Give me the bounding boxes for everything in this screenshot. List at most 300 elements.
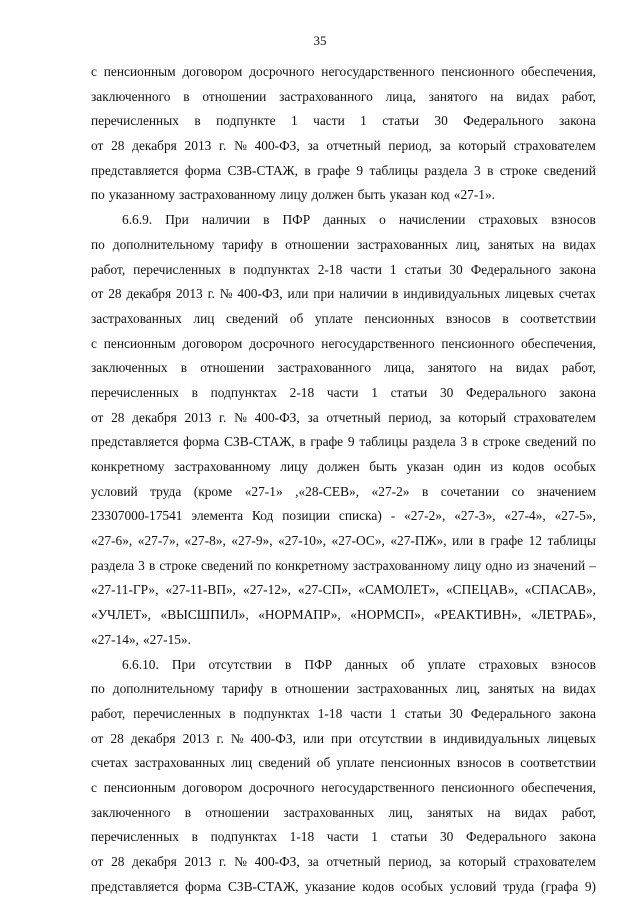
word: отношении [205, 804, 270, 820]
word: код [430, 187, 450, 203]
word: в [180, 360, 188, 376]
word: начислении [398, 212, 466, 228]
word: от [91, 409, 104, 425]
word: страхователем [513, 138, 596, 154]
word: быть [369, 459, 397, 474]
word: «ЛЕТРАБ», [530, 607, 596, 623]
word: особых [553, 459, 596, 474]
word: застрахованных [283, 804, 375, 820]
word: застрахованному [352, 557, 450, 573]
word: закона [559, 113, 596, 129]
word: лиц, [388, 804, 413, 820]
word: 2013 [182, 730, 210, 746]
word: в [502, 310, 509, 326]
word: быть [357, 187, 386, 203]
word: за [439, 138, 451, 154]
word: пенсионным [103, 335, 176, 351]
word: который [458, 854, 506, 869]
word: перечисленных [91, 829, 179, 845]
word: отчетный [326, 138, 381, 154]
word: застрахованному [179, 187, 276, 203]
word: кодов [362, 878, 395, 894]
text-line [91, 381, 596, 406]
word: СЗВ-СТАЖ, [224, 434, 295, 450]
word: видах [516, 88, 550, 104]
word: работ, [561, 88, 596, 104]
word: один [453, 459, 481, 474]
word: за [307, 409, 319, 425]
word: 2-18 [289, 384, 315, 400]
word: или [287, 286, 309, 302]
word: Федерального [470, 261, 552, 277]
text-line [91, 653, 596, 678]
word: 3 [460, 434, 468, 450]
word: «РЕАКТИВН», [433, 607, 522, 623]
word: 1 [371, 829, 378, 845]
word: занятого [428, 88, 478, 104]
word: г. [219, 854, 227, 869]
word: отсутствии [208, 656, 272, 672]
text-line [91, 159, 596, 184]
word: на [541, 681, 556, 697]
word: сочетании [440, 483, 500, 499]
word: части [350, 261, 382, 277]
word: одно [485, 557, 513, 573]
word: 400-ФЗ, [254, 409, 300, 425]
word: занятых [427, 804, 474, 820]
word: по [91, 187, 105, 203]
word: в [194, 113, 201, 129]
word: СЗВ-СТАЖ, [227, 162, 298, 178]
word: работ, [91, 261, 126, 277]
word: «27-СП», [298, 582, 352, 598]
word: по [91, 681, 105, 697]
text-line [91, 480, 596, 505]
word: графе [490, 533, 524, 549]
word: в [285, 656, 292, 672]
word: части [313, 113, 345, 129]
word: конкретному [91, 459, 165, 474]
word: статьи [390, 384, 428, 400]
word: отчетный [326, 854, 381, 869]
word: «27-15». [142, 631, 191, 647]
word: наличии [339, 286, 388, 302]
word: ПФР [304, 656, 333, 672]
word: в [299, 434, 306, 450]
word: на [487, 804, 501, 820]
word: форма [184, 162, 222, 178]
word: отсутствии [359, 730, 423, 746]
word: «27-8», [184, 533, 226, 549]
word: с [91, 779, 97, 795]
word: дополнительному [112, 681, 215, 697]
word: перечисленных [133, 705, 222, 721]
word: лиц [231, 755, 253, 771]
word: отношении [285, 681, 350, 697]
word: «27-5», [554, 508, 596, 524]
word: условий [91, 483, 138, 499]
word: заключенных [91, 360, 168, 376]
text-line [91, 702, 596, 727]
word: застрахованных [134, 755, 226, 771]
word: 6.6.9. [122, 212, 153, 228]
word: строке [499, 162, 538, 178]
word: (графа [540, 878, 579, 894]
word: который [458, 138, 506, 154]
word: в [471, 434, 479, 450]
word: 2013 [184, 409, 212, 425]
word: «27-7», [137, 533, 180, 549]
text-line [91, 406, 596, 431]
word: от [91, 730, 104, 746]
word: 9 [356, 162, 364, 178]
word: пенсионным [103, 64, 176, 79]
word: № [234, 138, 247, 154]
word: отчетный [326, 409, 381, 425]
word: за [439, 409, 451, 425]
word: СЗВ-СТАЖ, [227, 878, 299, 894]
word: период, [388, 138, 432, 154]
word: уплате [314, 310, 353, 326]
word: застрахованному [173, 459, 271, 474]
word: – [589, 557, 596, 573]
word: г. [216, 730, 224, 746]
word: в [183, 88, 190, 104]
word: значением [536, 483, 596, 499]
word: подпунктах [210, 384, 277, 400]
word: от [91, 138, 104, 154]
word: 1-18 [317, 705, 343, 721]
word: страховых [478, 656, 539, 672]
word: закона [559, 261, 596, 277]
word: декабря [132, 138, 177, 154]
word: должен [311, 187, 354, 203]
word: «НОРМАПР», [258, 607, 341, 623]
word: Федерального [466, 384, 547, 400]
word: статьи [404, 705, 442, 721]
word: части [326, 384, 359, 400]
word: негосударственного [321, 64, 435, 79]
word: период, [388, 409, 432, 425]
word: При [171, 656, 196, 672]
text-line [91, 332, 596, 357]
word: форма [183, 434, 220, 450]
word: в [270, 236, 278, 252]
word: 23307000-17541 [91, 508, 183, 524]
word: «27-3», [454, 508, 496, 524]
word: лица, [385, 88, 416, 104]
word: указан [389, 187, 427, 203]
word: или [452, 533, 474, 549]
text-line [91, 727, 596, 752]
word: 30 [434, 113, 448, 129]
word: пенсионных [364, 310, 435, 326]
word: по [257, 557, 272, 573]
word: по [581, 434, 596, 450]
word: перечисленных [91, 384, 179, 400]
word: от [91, 854, 104, 869]
word: перечисленных [133, 261, 222, 277]
text-line [91, 455, 596, 480]
word: с [91, 64, 97, 79]
word: указание [305, 878, 356, 894]
word: «27-11-ВП», [165, 582, 237, 598]
word: работ, [561, 804, 596, 820]
word: застрахованных [91, 310, 182, 326]
word: раздела [91, 557, 135, 573]
word: на [489, 360, 503, 376]
word: пенсионным [103, 779, 176, 795]
word: раздела [424, 162, 468, 178]
word: декабря [132, 854, 177, 869]
word: условий [449, 878, 497, 894]
word: видах [562, 681, 596, 697]
word: за [307, 138, 319, 154]
word: досрочного [249, 64, 315, 79]
word: лицу [453, 557, 482, 573]
word: 1-18 [289, 829, 315, 845]
word: обеспечения, [521, 779, 596, 795]
word: 30 [439, 384, 454, 400]
word: занятого [427, 360, 477, 376]
word: негосударственного [321, 779, 435, 795]
word: «27-14», [91, 631, 139, 647]
word: в [429, 730, 436, 746]
word: «27-ОС», [331, 533, 385, 549]
word: при [331, 730, 353, 746]
text-line [91, 603, 596, 628]
word: таблицы [547, 533, 596, 549]
word: сведений [200, 557, 254, 573]
word: закона [559, 705, 596, 721]
word: лицу [279, 187, 308, 203]
word: 28 [111, 138, 125, 154]
word: лица, [384, 360, 415, 376]
word: лиц, [455, 236, 481, 252]
word: «ВЫСШПИЛ», [160, 607, 249, 623]
word: значений [533, 557, 586, 573]
word: отношении [200, 360, 265, 376]
word: сведений [525, 434, 578, 450]
word: 28 [111, 854, 125, 869]
word: декабря [126, 286, 172, 302]
word: 2013 [184, 138, 212, 154]
word: сведений [258, 755, 311, 771]
word: в [263, 212, 270, 228]
word: труда [503, 878, 535, 894]
text-line [91, 233, 596, 258]
word: 28 [108, 286, 122, 302]
word: 400-ФЗ, [237, 286, 283, 302]
text-line [91, 850, 596, 875]
text-line [91, 282, 596, 307]
text-line [91, 628, 596, 653]
word: 1 [290, 113, 298, 129]
word: пенсионного [441, 779, 515, 795]
word: 3 [138, 557, 145, 573]
word: ПФР [282, 212, 311, 228]
body-text [91, 60, 596, 899]
page-number: 35 [313, 33, 327, 48]
word: графе [310, 434, 344, 450]
text-line [91, 356, 596, 381]
word: - [390, 508, 396, 524]
word: части [326, 829, 359, 845]
word: «27-4», [504, 508, 546, 524]
word: элемента [191, 508, 244, 524]
word: особых [400, 878, 444, 894]
word: о [379, 212, 386, 228]
word: 2-18 [317, 261, 343, 277]
word: декабря [132, 409, 177, 425]
text-line [91, 751, 596, 776]
text-line [91, 183, 596, 208]
word: статьи [390, 829, 428, 845]
word: г. [219, 409, 227, 425]
word: 1 [389, 705, 397, 721]
word: 2013 [184, 854, 212, 869]
text-line [91, 529, 596, 554]
word: указанному [108, 187, 175, 203]
word: раздела [412, 434, 456, 450]
word: 30 [449, 261, 463, 277]
word: негосударственного [321, 335, 435, 351]
word: № [234, 854, 247, 869]
word: 400-ФЗ, [254, 138, 300, 154]
word: При [165, 212, 189, 228]
word: индивидуальных [443, 730, 540, 746]
word: соответствии [520, 310, 596, 326]
word: лицевых [546, 730, 596, 746]
word: «САМОЛЕТ», [358, 582, 439, 598]
text-line [91, 677, 596, 702]
word: в [148, 557, 156, 573]
word: занятых [487, 236, 535, 252]
word: за [439, 854, 451, 869]
word: застрахованных [357, 236, 448, 252]
word: таблицы [359, 434, 408, 450]
word: графе [317, 162, 350, 178]
word: статьи [382, 113, 419, 129]
word: лицу [280, 459, 308, 474]
word: работ, [561, 360, 596, 376]
text-line [91, 60, 596, 85]
word: 400-ФЗ, [250, 730, 296, 746]
word: позиции [282, 508, 331, 524]
text-line [91, 134, 596, 159]
word: подпункте [216, 113, 276, 129]
word: «СПЕЦАВ», [445, 582, 518, 598]
word: в [184, 804, 192, 820]
word: должен [317, 459, 360, 474]
word: в [304, 162, 311, 178]
word: договором [182, 335, 243, 351]
word: Федерального [466, 829, 547, 845]
text-line [91, 504, 596, 529]
word: лиц, [455, 681, 481, 697]
word: от [91, 286, 104, 302]
word: застрахованных [357, 681, 448, 697]
word: заключенного [91, 88, 171, 104]
word: списка) [338, 508, 382, 524]
word: кодов [512, 459, 545, 474]
word: обеспечения, [521, 335, 596, 351]
word: 28 [110, 730, 124, 746]
word: представляется [91, 878, 179, 894]
word: видах [514, 804, 548, 820]
text-line [91, 307, 596, 332]
word: в [507, 755, 515, 771]
word: 9 [347, 434, 355, 450]
text-line [91, 208, 596, 233]
word: обеспечения, [521, 64, 596, 79]
word: по [91, 236, 105, 252]
word: в [270, 681, 278, 697]
word: в [487, 162, 494, 178]
word: 1 [360, 113, 367, 129]
word: страхователем [513, 409, 596, 425]
word: договором [182, 779, 243, 795]
word: «27-10», [278, 533, 327, 549]
word: 3 [473, 162, 481, 178]
word: отношении [285, 236, 350, 252]
word: закона [559, 384, 596, 400]
text-line [91, 430, 596, 455]
text-line [91, 258, 596, 283]
word: статьи [404, 261, 442, 277]
word: «27-2» [371, 483, 410, 499]
word: подпунктах [210, 829, 277, 845]
word: со [511, 483, 525, 499]
word: об [289, 310, 304, 326]
word: Код [251, 508, 274, 524]
word: указан [406, 459, 444, 474]
word: за [307, 854, 319, 869]
word: таблицы [369, 162, 418, 178]
word: при [313, 286, 335, 302]
word: период, [388, 854, 432, 869]
word: «27-6», [91, 533, 133, 549]
word: тарифу [222, 236, 264, 252]
word: уплате [427, 656, 466, 672]
word: на [490, 88, 504, 104]
word: договором [182, 64, 243, 79]
word: пенсионных [380, 755, 451, 771]
word: 6.6.10. [122, 656, 159, 672]
word: «НОРМСП», [350, 607, 425, 623]
word: пенсионного [441, 335, 515, 351]
word: Федерального [463, 113, 544, 129]
word: уплате [336, 755, 375, 771]
word: «27-11-ГР», [91, 582, 159, 598]
word: в [191, 384, 198, 400]
word: отношении [202, 88, 267, 104]
word: из [490, 459, 503, 474]
word: застрахованного [279, 88, 373, 104]
text-line [91, 825, 596, 850]
word: застрахованного [277, 360, 372, 376]
word: «27-12», [243, 582, 292, 598]
word: в [421, 483, 429, 499]
word: из [516, 557, 529, 573]
word: № [230, 730, 244, 746]
word: ,«28-СЕВ», [295, 483, 360, 499]
word: 28 [111, 409, 125, 425]
word: № [219, 286, 233, 302]
word: данных [323, 212, 367, 228]
word: индивидуальных [403, 286, 501, 302]
word: «27-1» [244, 483, 283, 499]
